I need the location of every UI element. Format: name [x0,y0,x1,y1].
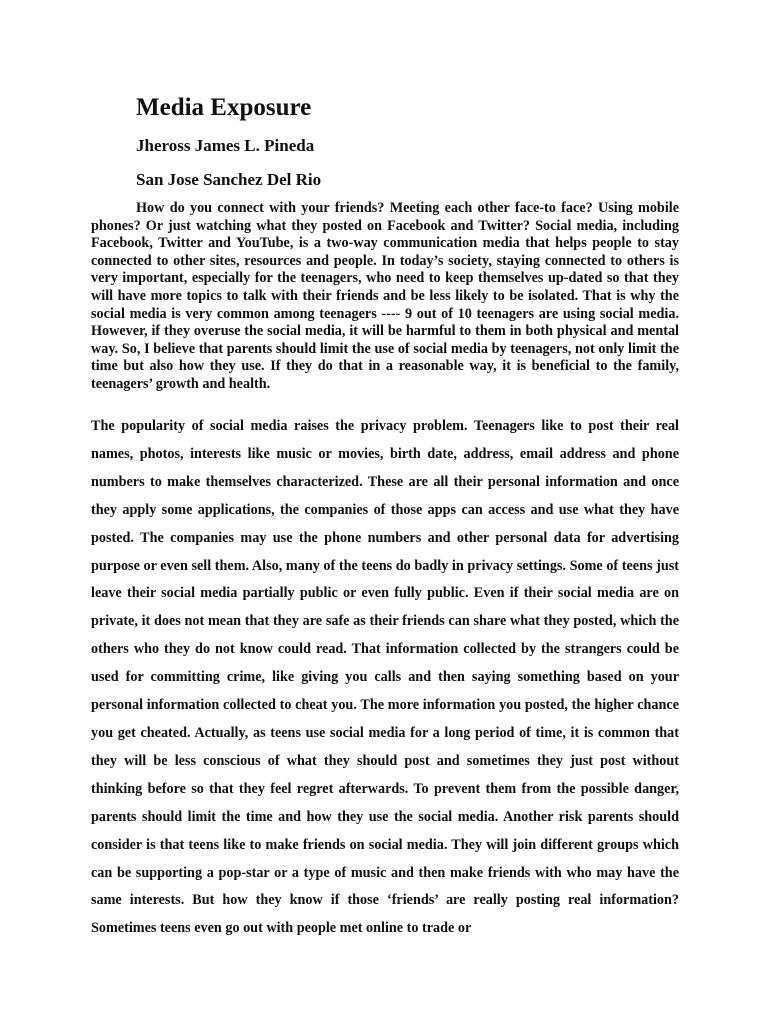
school-name: San Jose Sanchez Del Rio [136,170,322,189]
author-name: Jheross James L. Pineda [136,136,315,155]
document-title: Media Exposure [136,94,312,121]
body-paragraph: The popularity of social media raises the privacy problem. Teenagers like to post their real names, photos, interests like music or movies, birth date, address, email address and phone numbers to make themselves characterized. These are all their personal information and once they apply some applications, the companies of those apps can access and use what they have posted. The companies may use the phone numbers and other personal data for advertising purpose or even sell them. Also, many of the teens do badly in privacy settings. Some of teens just leave their social media partially public or even fully public. Even if their social media are on private, it does not mean that they are safe as their friends can share what they posted, which the others who they do not know could read. That information collected by the strangers could be used for committing crime, like giving you calls and then saying something based on your personal information collected to cheat you. The more information you posted, the higher chance you get cheated. Actually, as teens use social media for a long period of time, it is common that they will be less conscious of what they should post and sometimes they just post without thinking before so that they feel regret afterwards. To prevent them from the possible danger, parents should limit the time and how they use the social media. Another risk parents should consider is that teens like to make friends on social media. They will join different groups which can be supporting a pop-star or a type of music and then make friends with who may have the same interests. But how they know if those ‘friends’ are really posting real information? Sometimes teens even go out with people met online to trade or [91,418,679,937]
body-paragraph: How do you connect with your friends? Meeting each other face-to face? Using mobile phones? Or just watching what they posted on Facebook and Twitter? Social media, including Facebook, Twitter and YouTube, is a two-way communication media that helps people to stay connected to other sites, resources and people. In today’s society, staying connected to others is very important, especially for the teenagers, who need to keep themselves up-dated so that they will have more topics to talk with their friends and be less likely to be isolated. That is why the social media is very common among teenagers ---- 9 out of 10 teenagers are using social media. However, if they overuse the social media, it will be harmful to them in both physical and mental way. So, I believe that parents should limit the use of social media by teenagers, not only limit the time but also how they use. If they do that in a reasonable way, it is beneficial to the family, teenagers’ growth and health. [91,200,679,392]
